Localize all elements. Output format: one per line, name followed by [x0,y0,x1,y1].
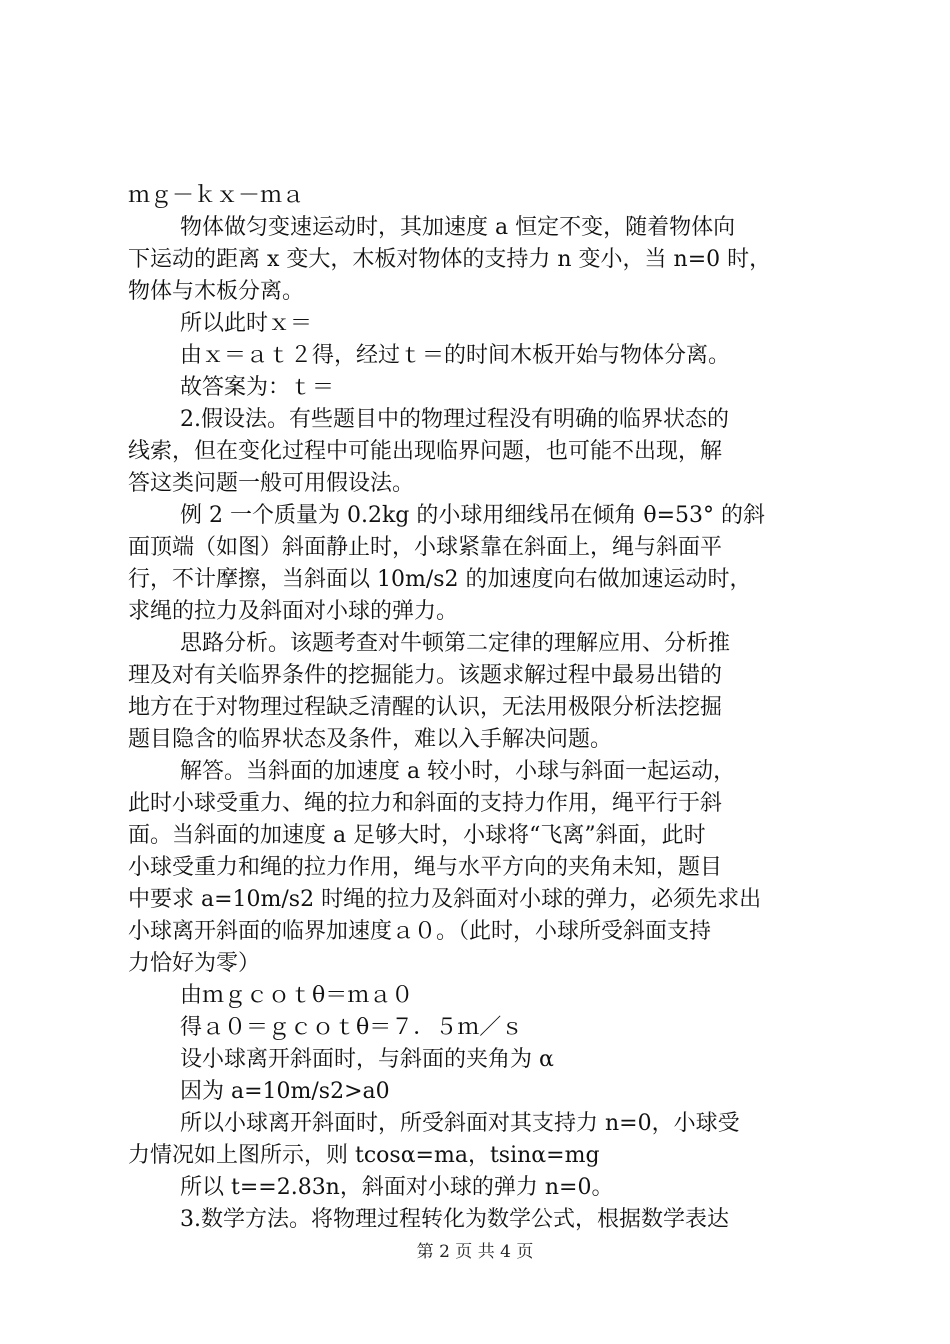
text-line: 由ｍｇｃｏｔθ＝ｍａ０ [180,983,414,1008]
text-line: 力恰好为零） [128,951,261,976]
text-line: 中要求 a=10m/s2 时绳的拉力及斜面对小球的弹力，必须先求出 [128,887,762,912]
text-line: 力情况如上图所示，则 tcosα=ma，tsinα=mg [128,1143,600,1168]
text-line: 小球离开斜面的临界加速度ａ０。（此时，小球所受斜面支持 [128,919,712,944]
text-line: 面。当斜面的加速度 a 足够大时，小球将“飞离”斜面，此时 [128,823,706,848]
text-line: 设小球离开斜面时，与斜面的夹角为 α [180,1047,554,1072]
text-line: 求绳的拉力及斜面对小球的弹力。 [128,599,459,624]
text-line: 地方在于对物理过程缺乏清醒的认识，无法用极限分析法挖掘 [128,695,723,720]
text-line: 行，不计摩擦，当斜面以 10m/s2 的加速度向右做加速运动时， [128,567,752,592]
text-line: 故答案为：ｔ＝ [180,375,335,400]
text-line: 物体与木板分离。 [128,279,305,304]
text-line: 解答。当斜面的加速度 a 较小时，小球与斜面一起运动， [180,759,736,784]
text-line: 面顶端（如图）斜面静止时，小球紧靠在斜面上，绳与斜面平 [128,535,723,560]
text-line: 下运动的距离 x 变大，木板对物体的支持力 n 变小，当 n=0 时， [128,247,772,272]
text-line: 所以此时ｘ＝ [180,311,313,336]
text-line: 答这类问题一般可用假设法。 [128,471,415,496]
text-line: 线索，但在变化过程中可能出现临界问题，也可能不出现，解 [128,439,723,464]
text-line: 因为 a=10m/s2>a0 [180,1079,390,1104]
text-line: 所以小球离开斜面时，所受斜面对其支持力 n=0，小球受 [180,1111,740,1136]
text-line: 题目隐含的临界状态及条件，难以入手解决问题。 [128,727,613,752]
text-line: 所以 t==2.83n，斜面对小球的弹力 n=0。 [180,1175,614,1200]
text-line: 小球受重力和绳的拉力作用，绳与水平方向的夹角未知，题目 [128,855,723,880]
page-footer: 第 2 页 共 4 页 [416,1242,534,1262]
text-line: 得ａ０＝ｇｃｏｔθ＝７．５ｍ／ｓ [180,1015,524,1040]
text-line: 理及对有关临界条件的挖掘能力。该题求解过程中最易出错的 [128,663,723,688]
text-line: 3.数学方法。将物理过程转化为数学公式，根据数学表达 [180,1207,729,1232]
text-line: 此时小球受重力、绳的拉力和斜面的支持力作用，绳平行于斜 [128,791,723,816]
text-line: ｍｇ－ｋｘ－ｍａ [128,183,305,208]
text-line: 2.假设法。有些题目中的物理过程没有明确的临界状态的 [180,407,729,432]
document-body [128,180,840,1236]
text-line: 由ｘ＝ａｔ２得，经过ｔ＝的时间木板开始与物体分离。 [180,343,731,368]
text-line: 例 2 一个质量为 0.2kg 的小球用细线吊在倾角 θ=53° 的斜 [180,503,766,528]
text-line: 物体做匀变速运动时，其加速度 a 恒定不变，随着物体向 [180,215,736,240]
text-line: 思路分析。该题考查对牛顿第二定律的理解应用、分析推 [180,631,731,656]
